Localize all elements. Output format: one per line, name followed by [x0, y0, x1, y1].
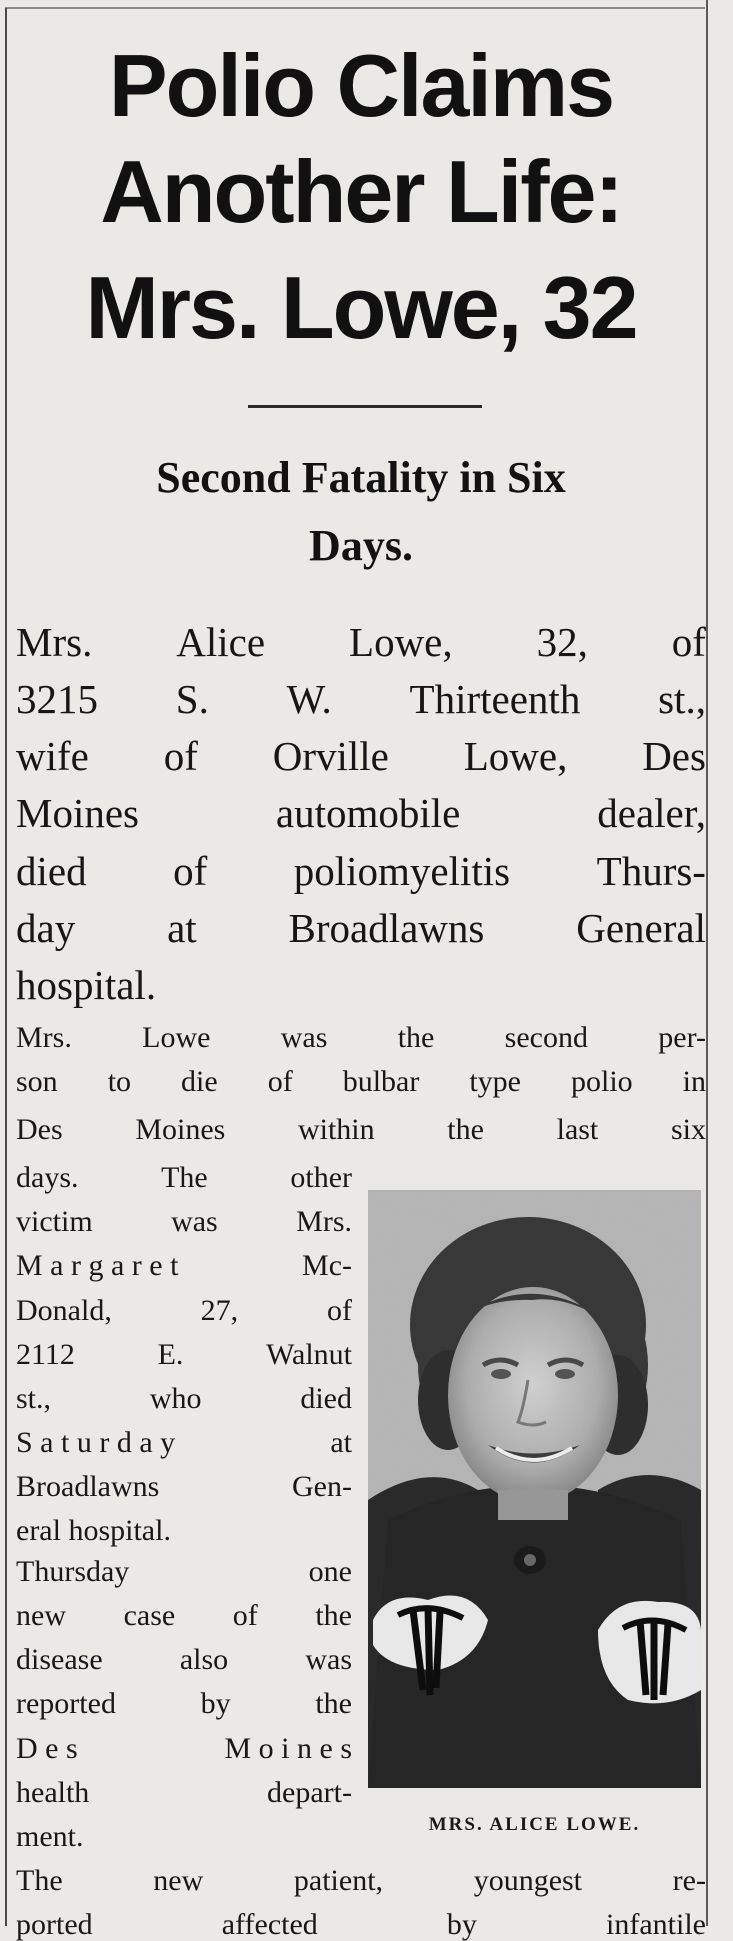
subhead-line-2: Days. [309, 521, 413, 570]
word: M o i n e s [224, 1732, 352, 1765]
word: died [16, 848, 87, 894]
word: wife [16, 733, 89, 779]
word: at [167, 905, 197, 951]
word: second [504, 1021, 588, 1054]
word: Donald, [16, 1294, 112, 1327]
text-line [16, 1115, 706, 1145]
word: six [670, 1113, 706, 1146]
column-rule-right [706, 0, 708, 1926]
word: st., [16, 1382, 52, 1415]
word: D e s [16, 1732, 78, 1765]
word: health [16, 1776, 90, 1809]
text-line [16, 1689, 352, 1719]
text-line [16, 1822, 352, 1852]
headline-divider [248, 405, 482, 408]
word: Alice [176, 619, 266, 665]
word: Thursday [16, 1555, 130, 1588]
word: of [267, 1065, 293, 1098]
word: General [576, 905, 706, 951]
word: per- [658, 1021, 706, 1054]
word: by [446, 1908, 477, 1941]
word: Mrs. [296, 1205, 352, 1238]
word: of [232, 1599, 258, 1632]
word: died [300, 1382, 352, 1415]
text-line [16, 1516, 352, 1546]
word: polio [570, 1065, 633, 1098]
word: son [16, 1065, 58, 1098]
word: one [308, 1555, 352, 1588]
text-line [16, 1734, 352, 1764]
text-line [16, 1645, 352, 1675]
word: Des [642, 733, 706, 779]
word: W. [286, 676, 332, 722]
word: also [179, 1643, 229, 1676]
word: of [173, 848, 208, 894]
text-line [16, 1067, 706, 1097]
headline-line-1: Polio Claims [108, 36, 614, 135]
text-line [16, 1557, 352, 1587]
text-line [16, 1778, 352, 1808]
word: The [161, 1161, 208, 1194]
word: Orville [272, 733, 389, 779]
word: Mrs. [16, 619, 93, 665]
word: in [682, 1065, 706, 1098]
word: youngest [473, 1864, 583, 1897]
word: Broadlawns [16, 1470, 160, 1503]
word: eral hospital. [16, 1514, 171, 1547]
word: M a r g a r e t [16, 1249, 179, 1282]
text-line [16, 1384, 352, 1414]
word: 27, [200, 1294, 239, 1327]
text-line [16, 1428, 352, 1458]
word: last [556, 1113, 599, 1146]
text-line [16, 1910, 706, 1940]
text-line [16, 1866, 706, 1896]
word: S a t u r d a y [16, 1426, 176, 1459]
text-line [16, 1207, 352, 1237]
word: bulbar [342, 1065, 420, 1098]
word: was [280, 1021, 328, 1054]
word: day [16, 905, 76, 951]
word: by [200, 1687, 231, 1720]
word: Mc- [302, 1249, 352, 1282]
word: the [315, 1599, 352, 1632]
word: of [326, 1294, 352, 1327]
column-rule-top [5, 7, 705, 9]
text-line [16, 1023, 706, 1053]
word: who [149, 1382, 202, 1415]
word: 32, [536, 619, 588, 665]
word: E. [157, 1338, 184, 1371]
word: of [671, 619, 706, 665]
word: Walnut [266, 1338, 352, 1371]
text-line [16, 962, 706, 1008]
headline-line-2: Another Life: [100, 142, 622, 241]
word: Lowe [142, 1021, 211, 1054]
word: the [397, 1021, 435, 1054]
word: the [447, 1113, 484, 1146]
word: days. [16, 1161, 79, 1194]
text-line [16, 1601, 352, 1631]
portrait-image [368, 1190, 701, 1788]
word: within [297, 1113, 375, 1146]
word: new [153, 1864, 204, 1897]
word: Moines [16, 790, 139, 836]
word: of [163, 733, 198, 779]
word: S. [175, 676, 209, 722]
text-line [16, 733, 706, 779]
word: Thirteenth [409, 676, 581, 722]
word: affected [221, 1908, 318, 1941]
word: automobile [275, 790, 461, 836]
text-line [16, 676, 706, 722]
word: Mrs. [16, 1021, 72, 1054]
word: to [107, 1065, 132, 1098]
word: The [16, 1864, 63, 1897]
text-line [16, 619, 706, 665]
word: case [123, 1599, 176, 1632]
word: at [330, 1426, 352, 1459]
word: Des [16, 1113, 63, 1146]
text-line [16, 905, 706, 951]
word: Gen- [292, 1470, 352, 1503]
word: Broadlawns [288, 905, 485, 951]
portrait-photo [368, 1190, 701, 1788]
word: depart- [267, 1776, 352, 1809]
word: new [16, 1599, 66, 1632]
text-line [16, 848, 706, 894]
word: reported [16, 1687, 116, 1720]
column-rule-left [5, 8, 7, 1926]
word: ment. [16, 1820, 84, 1853]
word: 3215 [16, 676, 98, 722]
word: Thurs- [596, 848, 706, 894]
word: patient, [293, 1864, 384, 1897]
text-line [16, 1472, 352, 1502]
photo-caption: MRS. ALICE LOWE. [428, 1814, 641, 1835]
word: disease [16, 1643, 103, 1676]
headline-line-3: Mrs. Lowe, 32 [85, 258, 637, 357]
word: other [290, 1161, 352, 1194]
word: victim [16, 1205, 93, 1238]
word: st., [658, 676, 706, 722]
word: hospital. [16, 962, 157, 1008]
word: die [181, 1065, 218, 1098]
word: was [171, 1205, 218, 1238]
word: 2112 [16, 1338, 75, 1371]
word: type [469, 1065, 521, 1098]
word: ported [16, 1908, 93, 1941]
word: dealer, [597, 790, 706, 836]
text-line [16, 1296, 352, 1326]
word: Lowe, [463, 733, 568, 779]
word: re- [672, 1864, 706, 1897]
word: the [315, 1687, 352, 1720]
text-line [16, 1340, 352, 1370]
text-line [16, 790, 706, 836]
word: was [305, 1643, 352, 1676]
word: infantile [606, 1908, 706, 1941]
word: poliomyelitis [293, 848, 511, 894]
text-line [16, 1251, 352, 1281]
subhead-line-1: Second Fatality in Six [156, 453, 566, 502]
word: Moines [135, 1113, 226, 1146]
word: Lowe, [349, 619, 453, 665]
text-line [16, 1163, 352, 1193]
